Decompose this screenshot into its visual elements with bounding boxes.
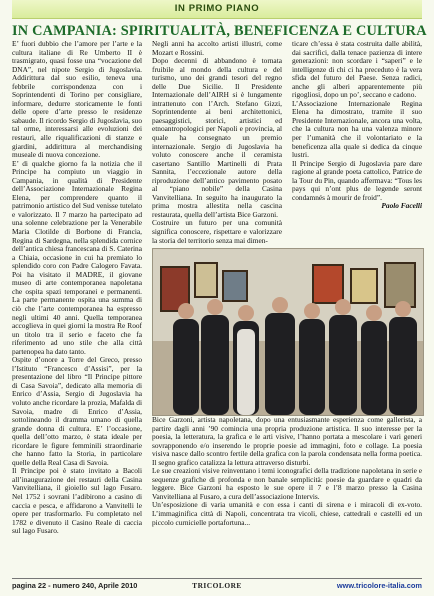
paragraph: Il Principe Sergio di Jugoslavia pare dare ragione al grande poeta cattolico, Patrice de la Tour du Pin, quando affermava: “Tous les pays qui n’ont plus de legende seront condamnés à mourir de froid”. <box>292 158 422 202</box>
photo-caption <box>152 416 422 527</box>
article-column-2 <box>152 40 282 245</box>
caption-paragraph: Le sue creazioni visive reinventano i temi iconografici della tradizione napoletana in serie e sequenze grafiche di profonda e non banale semplicità: poesie da guardare e quadri da leggere. Bice Garzoni ha esposto le sue opere il 7 e l’8 marzo presso la Casina Vanvitelliana al Fusaro, a cura dell’associazione Intervis. <box>152 466 422 501</box>
paragraph: E’ fuori dubbio che l’amore per l’arte e la cultura italiane di Re Umberto II è trasmigrato, quasi fosse una “vocazione del DNA”, nel nipote Sergio di Jugoslavia. Addirittura dal suo esilio, teneva una febbrile corrispondenza con i Soprintendenti di Torino per consigliare, informare, dedurre storicamente le fonti delle opere d’arte presso le residenze sabaude. Il ricordo Sergio di Jugoslavia, suo tal orme, interessarsi alle evoluzioni dei restauri, alle riqualificazioni di stanze e giardini, addirittura al merchandising museale di nuova concezione. <box>12 39 142 160</box>
author-signature: Paolo Facelli <box>381 201 422 211</box>
masthead: TRICOLORE <box>192 581 242 590</box>
paragraph: E’ di qualche giorno fa la notizia che il Principe ha compiuto un viaggio in Campania, in qualità di Presidente dell’Associazione Internazionale Regina Elena, per comprendere quanto il patrimonio artistico del Sud venisse tutelato e valorizzato. Il 7 marzo ha partecipato ad una solenne celebrazione per la Venerabile Maria Clotilde di Borbone di Francia, Regina di Sardegna, nella splendida cornice dell’antica chiesa francescana di S. Caterina a Chiaia, occasione in cui ha premiato lo splendido coro con Padre Calogero Favata. Poi ha visitato il MADRE, il giovane museo di arte contemporanea napoletana che ospita spazi temporanei e permanenti. La parte permanente ospita una summa di ciò che l’arte contemporanea ha espresso negli ultimi 40 anni. Quella temporanea accoglieva in quei giorni la mostra Re Roof un titolo tra il serio e faceto che fa riferimento ad uno stile che alla città partenopea ha dato tanto. <box>12 158 142 356</box>
group-photo-illustration <box>153 249 423 415</box>
section-label: IN PRIMO PIANO <box>12 0 422 19</box>
caption-paragraph: Un’esposizione di varia umanità e con essa i canti di sirena e i miracoli di ex-voto. L’immaginifica città di Napoli, concentrata tra vicoli, chiese, cattedrali e castelli ed un piccolo curnicielle portafortuna... <box>152 500 422 527</box>
page-footer <box>12 578 422 593</box>
article-column-3 <box>292 40 422 211</box>
article-column-1 <box>12 40 142 536</box>
paragraph: Il Principe poi è stato invitato a Bacoli all’inaugurazione dei restauri della Casina Vanvitelliana, il gioiello sul lago Fusaro. Nel 1752 i sovrani l’adibirono a casino di caccia e pesca, e affidarono a Vanvitelli le opere per trasformarlo. Fu completato nel 1782 e divenuto il Casino Reale di caccia sul lago Fusaro. <box>12 466 142 536</box>
group-photo <box>152 248 424 416</box>
paragraph: Dopo decenni di abbandono è tornata fruibile al mondo della cultura e del turismo, uno dei grandi tesori del regno delle Due Sicilie. Il Presidente Internazionale dell’AIRH si è lungamente intrattenuto con l’Arch. Stefano Gizzi, Soprintendente ai beni architettonici, paesaggistici, storici, artistici ed etnoantropologici per Napoli e provincia, al quale ha consegnato un premio internazionale. Sergio di Jugoslavia ha voluto conoscere anche il ceramista casertano Santillo Martinelli di Prata Sannita, l’eccezionale autore della riproduzione dell’antico pavimento posato al “piano nobile” della Casina Vanvitelliana. In seguito ha inaugurato la prima mostra allestita nella cascina restaurata, quella dell’artista Bice Garzoni. <box>152 56 282 219</box>
website-link[interactable]: www.tricolore-italia.com <box>336 581 422 590</box>
paragraph: Ospite d’onore a Torre del Greco, presso l’Istituto “Francesco d’Assisi”, per la presentazione del libro “Il Principe pittore di Casa Savoia”, dedicato alla memoria di Enrico d’Assia, Sergio di Jugoslavia ha voluto anche ricordare la prozia, Mafalda di Savoia, madre di Enrico d’Assia, sottolineando il dramma umano di quella grande donna di cultura. E’ l’occasione, quella dell’otto marzo, è stata ideale per ricordare le figure femminili straordinarie che hanno fatto la Storia, in particolare quelle della Real Casa di Savoia. <box>12 355 142 467</box>
paragraph: ticare ch’essa è stata costruita dalle abilità, dai sacrifici, dalla tenace pazienza di intere generazioni: non scordare i “saperi” e le intelligenze di chi ci ha preceduto è la vera sfida del futuro del Paese. Senza radici, anche gli alberi apparentemente più rigogliosi, dopo un po’, seccano e cadono. <box>292 39 422 100</box>
caption-paragraph: Bice Garzoni, artista napoletana, dopo una entusiasmante esperienza come gallerista, a partire dagli anni ’90 comincia una propria produzione artistica. Il suo interesse per la poesia, la letteratura, la grafica e le arti visive, l’hanno portata a mescolare i vari generi sovrapponendo e/o inserendo le proprie poesie ad immagini, foto e collage. La poesia visiva nasce dallo scontro fertile della grafica con la parola condensata nella forma poetica. Il segno grafico catalizza la lettura attraverso disturbi. <box>152 415 422 467</box>
paragraph: L’Associazione Internazionale Regina Elena ha dimostrato, tramite il suo Presidente Internazionale, ancora una volta, che la cultura non ha una valenza minore per l’umanità che il volontariato e la beneficenza alla quale si dedica da cinque lustri. <box>292 98 422 160</box>
page-number: pagina 22 - numero 240, Aprile 2010 <box>12 581 138 590</box>
headline: IN CAMPANIA: SPIRITUALITÀ, BENEFICENZA E CULTURA <box>12 23 427 39</box>
paragraph: Costruire un futuro per una comunità significa conoscere, rispettare e valorizzare la storia del territorio senza mai dimen- <box>152 218 282 245</box>
paragraph: Negli anni ha accolto artisti illustri, come Mozart e Rossini. <box>152 39 282 57</box>
